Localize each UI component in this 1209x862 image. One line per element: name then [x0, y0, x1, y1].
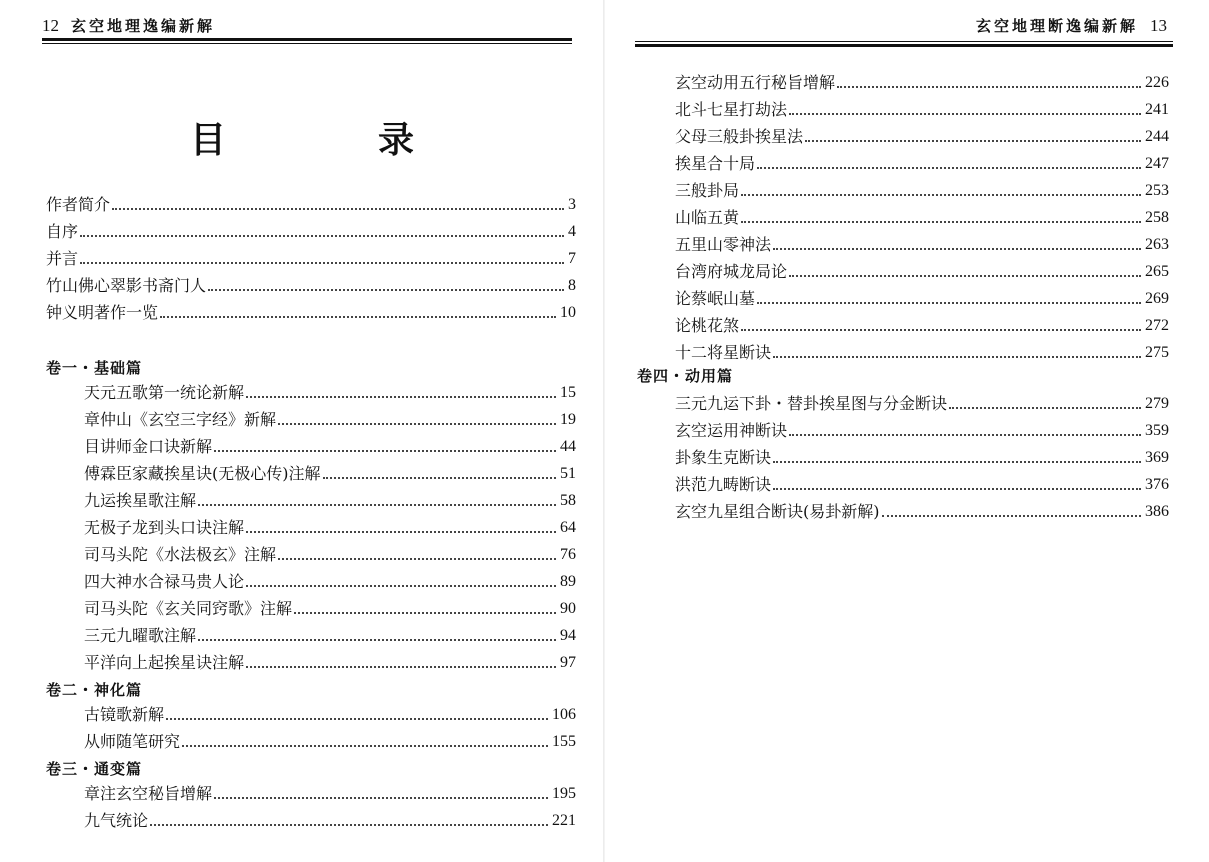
toc-entry-page: 3 [568, 196, 576, 213]
toc-entry [46, 246, 576, 270]
toc-entry-title: 北斗七星打劫法 [675, 100, 788, 119]
toc-leader-dots [278, 557, 556, 560]
toc-leader-dots [949, 406, 1141, 409]
toc-entry [84, 702, 576, 726]
toc-leader-dots [773, 487, 1141, 490]
toc-entry [84, 650, 576, 674]
toc-leader-dots [150, 823, 548, 826]
toc-entry-page: 269 [1145, 290, 1169, 307]
toc-entry [675, 472, 1169, 496]
toc-leader-dots [160, 315, 556, 318]
toc-leader-dots [112, 207, 564, 210]
toc-leader-dots [246, 665, 556, 668]
toc-entry-page: 253 [1145, 182, 1169, 199]
left-running-title: 玄空地理逸编新解 [71, 17, 216, 35]
toc-entry-title: 台湾府城龙局论 [675, 262, 788, 281]
toc-leader-dots [182, 744, 548, 747]
left-toc [46, 0, 576, 862]
toc-entry-title: 十二将星断诀 [675, 343, 772, 362]
toc-leader-dots [80, 261, 564, 264]
toc-entry-title: 自序 [46, 222, 79, 241]
toc-entry [46, 219, 576, 243]
toc-entry-page: 19 [560, 411, 576, 428]
toc-entry-title: 洪范九畴断诀 [675, 475, 772, 494]
toc-leader-dots [757, 166, 1141, 169]
toc-entry-page: 386 [1145, 503, 1169, 520]
toc-entry-page: 272 [1145, 317, 1169, 334]
toc-entry [84, 461, 576, 485]
toc-entry-page: 258 [1145, 209, 1169, 226]
toc-section-heading: 卷三・通变篇 [46, 760, 143, 778]
toc-entry-page: 195 [552, 785, 576, 802]
toc-entry [675, 340, 1169, 364]
toc-entry-page: 221 [552, 812, 576, 829]
toc-entry-title: 章注玄空秘旨增解 [84, 784, 213, 803]
toc-leader-dots [166, 717, 548, 720]
toc-leader-dots [805, 139, 1141, 142]
toc-leader-dots [789, 274, 1141, 277]
toc-entry-page: 4 [568, 223, 576, 240]
page-title: 目 录 [189, 120, 472, 161]
toc-entry [675, 124, 1169, 148]
toc-leader-dots [246, 584, 556, 587]
toc-entry-title: 天元五歌第一统论新解 [84, 383, 245, 402]
toc-entry-page: 275 [1145, 344, 1169, 361]
toc-entry-page: 7 [568, 250, 576, 267]
toc-entry-title: 论桃花煞 [675, 316, 740, 335]
toc-section-heading: 卷一・基础篇 [46, 359, 143, 377]
toc-leader-dots [198, 503, 556, 506]
toc-entry [675, 70, 1169, 94]
toc-entry-page: 279 [1145, 395, 1169, 412]
toc-entry-title: 并言 [46, 249, 79, 268]
toc-entry-page: 15 [560, 384, 576, 401]
toc-entry [84, 808, 576, 832]
toc-entry [84, 407, 576, 431]
toc-entry [84, 569, 576, 593]
toc-leader-dots [773, 247, 1141, 250]
toc-leader-dots [323, 476, 557, 479]
toc-entry [46, 273, 576, 297]
toc-entry [84, 596, 576, 620]
toc-entry-page: 244 [1145, 128, 1169, 145]
toc-entry-title: 傅霖臣家藏挨星诀(无极心传)注解 [84, 464, 321, 483]
toc-entry-page: 106 [552, 706, 576, 723]
toc-entry-page: 376 [1145, 476, 1169, 493]
toc-entry-title: 作者简介 [46, 195, 111, 214]
toc-entry-title: 父母三般卦挨星法 [675, 127, 804, 146]
toc-leader-dots [278, 422, 556, 425]
right-page [605, 0, 1209, 862]
toc-entry-title: 目讲师金口诀新解 [84, 437, 213, 456]
toc-entry-title: 山临五黄 [675, 208, 740, 227]
toc-leader-dots [198, 638, 556, 641]
toc-entry-page: 8 [568, 277, 576, 294]
right-page-number: 13 [1150, 16, 1167, 35]
toc-entry-title: 司马头陀《玄关同窍歌》注解 [84, 599, 293, 618]
toc-leader-dots [741, 193, 1141, 196]
toc-entry [675, 391, 1169, 415]
toc-entry-title: 论蔡岷山墓 [675, 289, 756, 308]
toc-leader-dots [294, 611, 556, 614]
toc-entry-title: 三元九运下卦・替卦挨星图与分金断诀 [675, 394, 948, 413]
toc-entry [84, 434, 576, 458]
toc-entry-page: 51 [560, 465, 576, 482]
toc-leader-dots [837, 85, 1141, 88]
toc-entry [46, 192, 576, 216]
toc-entry-page: 76 [560, 546, 576, 563]
toc-entry-title: 五里山零神法 [675, 235, 772, 254]
toc-entry-title: 平洋向上起挨星诀注解 [84, 653, 245, 672]
toc-entry-title: 司马头陀《水法极玄》注解 [84, 545, 277, 564]
toc-entry-title: 无极子龙到头口诀注解 [84, 518, 245, 537]
toc-leader-dots [208, 288, 564, 291]
toc-entry-page: 94 [560, 627, 576, 644]
toc-entry [46, 300, 576, 324]
toc-entry-page: 265 [1145, 263, 1169, 280]
toc-entry [84, 380, 576, 404]
toc-entry-page: 89 [560, 573, 576, 590]
left-page [0, 0, 604, 862]
toc-entry [675, 286, 1169, 310]
toc-entry-page: 155 [552, 733, 576, 750]
toc-entry [675, 97, 1169, 121]
toc-leader-dots [773, 460, 1141, 463]
toc-leader-dots [789, 433, 1141, 436]
toc-entry-title: 四大神水合禄马贵人论 [84, 572, 245, 591]
toc-entry-title: 玄空运用神断诀 [675, 421, 788, 440]
toc-leader-dots [757, 301, 1141, 304]
toc-entry-page: 10 [560, 304, 576, 321]
toc-entry [675, 418, 1169, 442]
toc-entry [675, 151, 1169, 175]
toc-leader-dots [773, 355, 1141, 358]
toc-leader-dots [80, 234, 564, 237]
toc-entry [84, 729, 576, 753]
toc-entry [84, 781, 576, 805]
toc-leader-dots [741, 220, 1141, 223]
toc-entry-title: 钟义明著作一览 [46, 303, 159, 322]
toc-leader-dots [789, 112, 1141, 115]
toc-entry-title: 三般卦局 [675, 181, 740, 200]
toc-section-heading: 卷四・动用篇 [637, 367, 734, 385]
toc-entry-page: 64 [560, 519, 576, 536]
toc-section-heading: 卷二・神化篇 [46, 681, 143, 699]
toc-entry-page: 263 [1145, 236, 1169, 253]
toc-entry-title: 玄空动用五行秘旨增解 [675, 73, 836, 92]
toc-entry-page: 247 [1145, 155, 1169, 172]
toc-entry-page: 44 [560, 438, 576, 455]
toc-entry [675, 499, 1169, 523]
toc-entry-title: 卦象生克断诀 [675, 448, 772, 467]
right-toc [637, 0, 1169, 862]
toc-entry-page: 241 [1145, 101, 1169, 118]
toc-entry-title: 玄空九星组合断诀(易卦新解) [675, 502, 880, 521]
toc-entry [84, 488, 576, 512]
toc-leader-dots [214, 449, 556, 452]
toc-entry-title: 古镜歌新解 [84, 705, 165, 724]
toc-entry-page: 369 [1145, 449, 1169, 466]
toc-entry-title: 九运挨星歌注解 [84, 491, 197, 510]
toc-entry [84, 542, 576, 566]
toc-entry [84, 515, 576, 539]
toc-entry-title: 章仲山《玄空三字经》新解 [84, 410, 277, 429]
toc-entry-title: 挨星合十局 [675, 154, 756, 173]
toc-entry-title: 九气统论 [84, 811, 149, 830]
toc-leader-dots [741, 328, 1141, 331]
toc-entry-page: 90 [560, 600, 576, 617]
toc-entry [675, 313, 1169, 337]
toc-entry [84, 623, 576, 647]
toc-entry [675, 232, 1169, 256]
toc-entry-page: 58 [560, 492, 576, 509]
toc-entry [675, 445, 1169, 469]
right-running-title: 玄空地理断逸编新解 [975, 17, 1138, 35]
toc-entry-title: 竹山佛心翠影书斋门人 [46, 276, 207, 295]
toc-leader-dots [246, 395, 556, 398]
left-page-number: 12 [42, 16, 59, 35]
toc-leader-dots [246, 530, 556, 533]
toc-entry [675, 205, 1169, 229]
toc-leader-dots [214, 796, 548, 799]
toc-entry [675, 259, 1169, 283]
toc-entry-page: 359 [1145, 422, 1169, 439]
toc-entry-page: 226 [1145, 74, 1169, 91]
toc-entry-page: 97 [560, 654, 576, 671]
toc-leader-dots [882, 514, 1142, 517]
toc-entry-title: 从师随笔研究 [84, 732, 181, 751]
toc-entry-title: 三元九曜歌注解 [84, 626, 197, 645]
toc-entry [675, 178, 1169, 202]
